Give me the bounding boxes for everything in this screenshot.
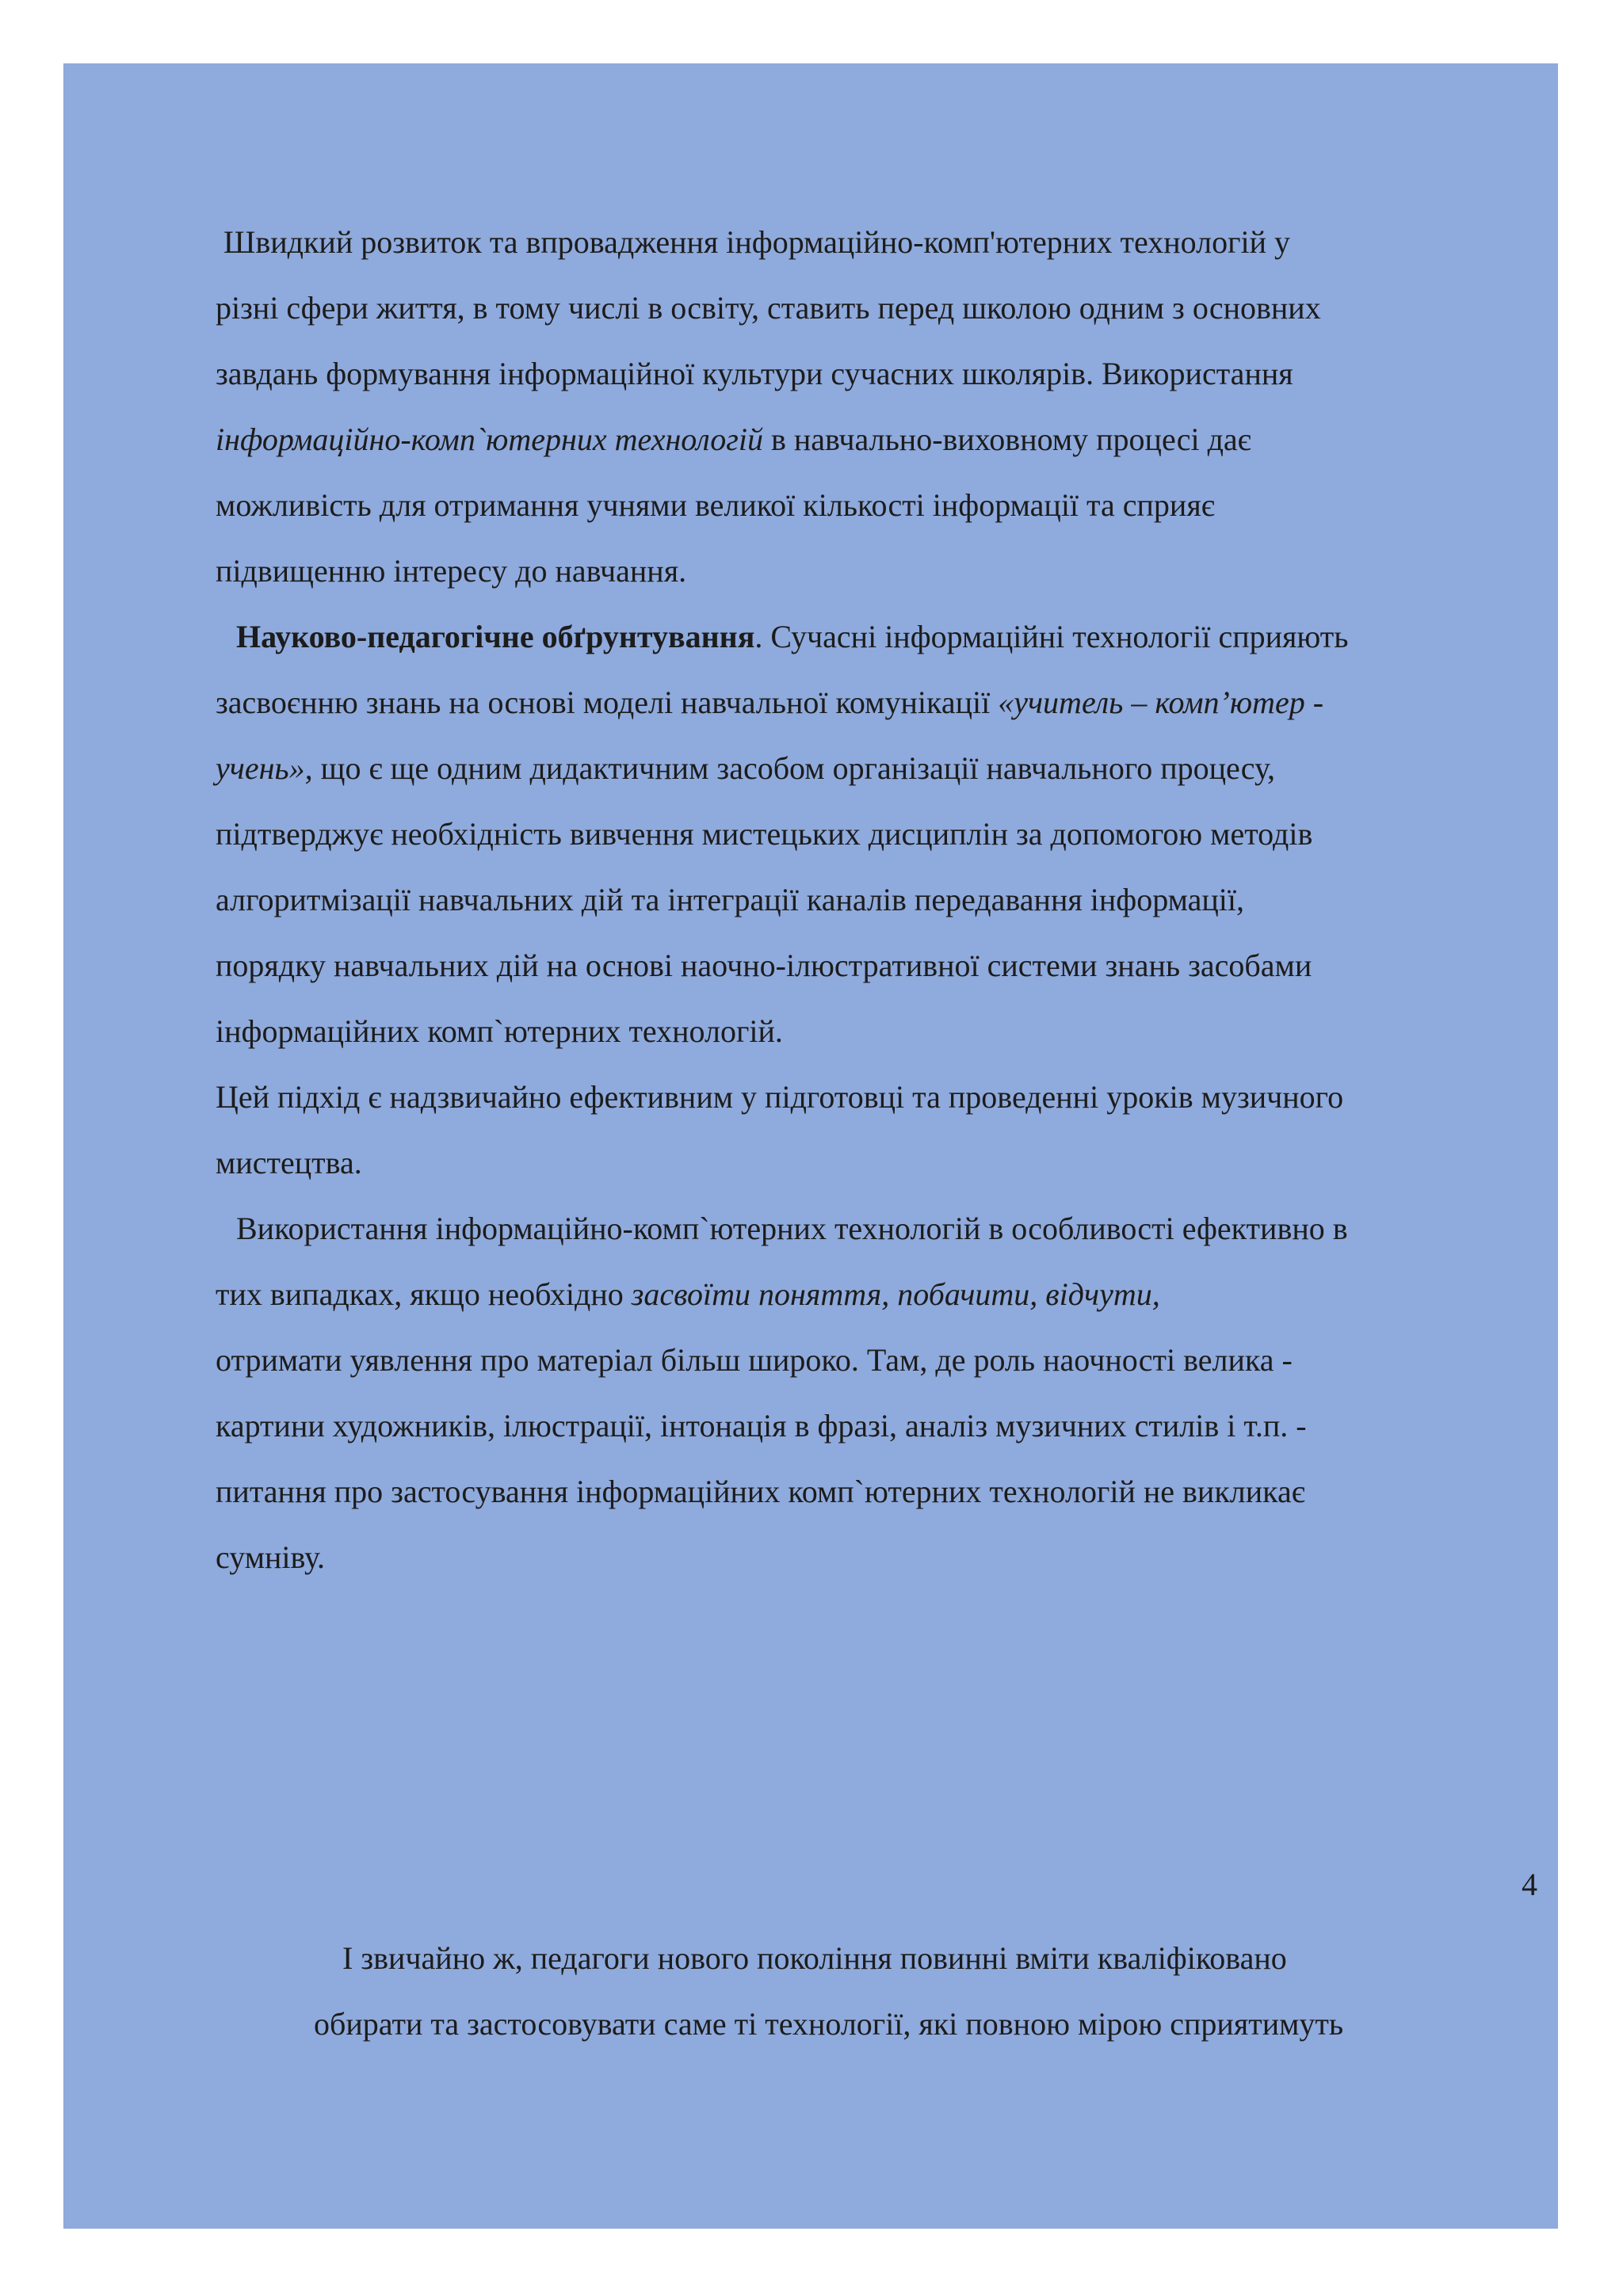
text-line	[216, 735, 1594, 801]
text-line	[216, 604, 1594, 669]
text-line: підвищенню інтересу до навчання.	[216, 553, 687, 589]
text-fragment: в навчально-виховному процесі дає	[762, 421, 1251, 457]
bold-heading: Науково-педагогічне обґрунтування	[236, 619, 755, 654]
text-fragment: що є ще одним дидактичним засобом організації навчального процесу,	[312, 750, 1276, 786]
paragraph-intro	[216, 209, 1594, 604]
main-text	[216, 209, 1594, 1590]
text-line	[216, 406, 1594, 472]
text-line: завдань формування інформаційної культури сучасних школярів. Використання	[216, 356, 1293, 391]
text-line: Швидкий розвиток та впровадження інформаційно-комп'ютерних технологій у	[223, 224, 1290, 260]
paragraph-approach	[216, 1064, 1594, 1196]
document-page	[63, 63, 1558, 2229]
paragraph-rationale	[216, 604, 1594, 1064]
page-number: 4	[1522, 1867, 1537, 1902]
text-line: інформаційних комп`ютерних технологій.	[216, 1013, 783, 1049]
continued-text	[314, 1925, 1344, 2057]
text-fragment: . Сучасні інформаційні технології сприяють	[754, 619, 1349, 654]
italic-quote: учень»,	[216, 750, 313, 786]
text-line	[216, 1261, 1594, 1327]
italic-quote: «учитель – комп’ютер -	[998, 685, 1324, 720]
text-line: можливість для отримання учнями великої кількості інформації та сприяє	[216, 487, 1215, 523]
italic-term: інформаційно-комп`ютерних технологій	[216, 421, 763, 457]
text-line: алгоритмізації навчальних дій та інтеграції каналів передавання інформації,	[216, 882, 1245, 917]
text-line: І звичайно ж, педагоги нового покоління повинні вміти кваліфіковано	[342, 1940, 1287, 1976]
text-line: питання про застосування інформаційних комп`ютерних технологій не викликає	[216, 1474, 1305, 1509]
text-line: сумніву.	[216, 1539, 326, 1575]
text-line: підтверджує необхідність вивчення мистецьких дисциплін за допомогою методів	[216, 816, 1313, 852]
text-line	[216, 669, 1594, 735]
text-line: обирати та застосовувати саме ті технології, які повною мірою сприятимуть	[314, 2006, 1344, 2042]
italic-phrase: засвоїти поняття, побачити, відчути,	[631, 1276, 1160, 1312]
text-line: порядку навчальних дій на основі наочно-ілюстративної системи знань засобами	[216, 948, 1312, 983]
text-fragment: тих випадках, якщо необхідно	[216, 1276, 632, 1312]
paragraph-usage	[216, 1196, 1594, 1590]
text-line: різні сфери життя, в тому числі в освіту, ставить перед школою одним з основних	[216, 290, 1321, 326]
text-line: мистецтва.	[216, 1145, 362, 1180]
text-line: отримати уявлення про матеріал більш широко. Там, де роль наочності велика -	[216, 1342, 1293, 1378]
text-line: Цей підхід є надзвичайно ефективним у підготовці та проведенні уроків музичного	[216, 1079, 1344, 1115]
text-line: картини художників, ілюстрації, інтонація в фразі, аналіз музичних стилів і т.п. -	[216, 1408, 1307, 1444]
text-fragment: засвоєнню знань на основі моделі навчальної комунікації	[216, 685, 999, 720]
text-line: Використання інформаційно-комп`ютерних технологій в особливості ефективно в	[236, 1211, 1348, 1246]
